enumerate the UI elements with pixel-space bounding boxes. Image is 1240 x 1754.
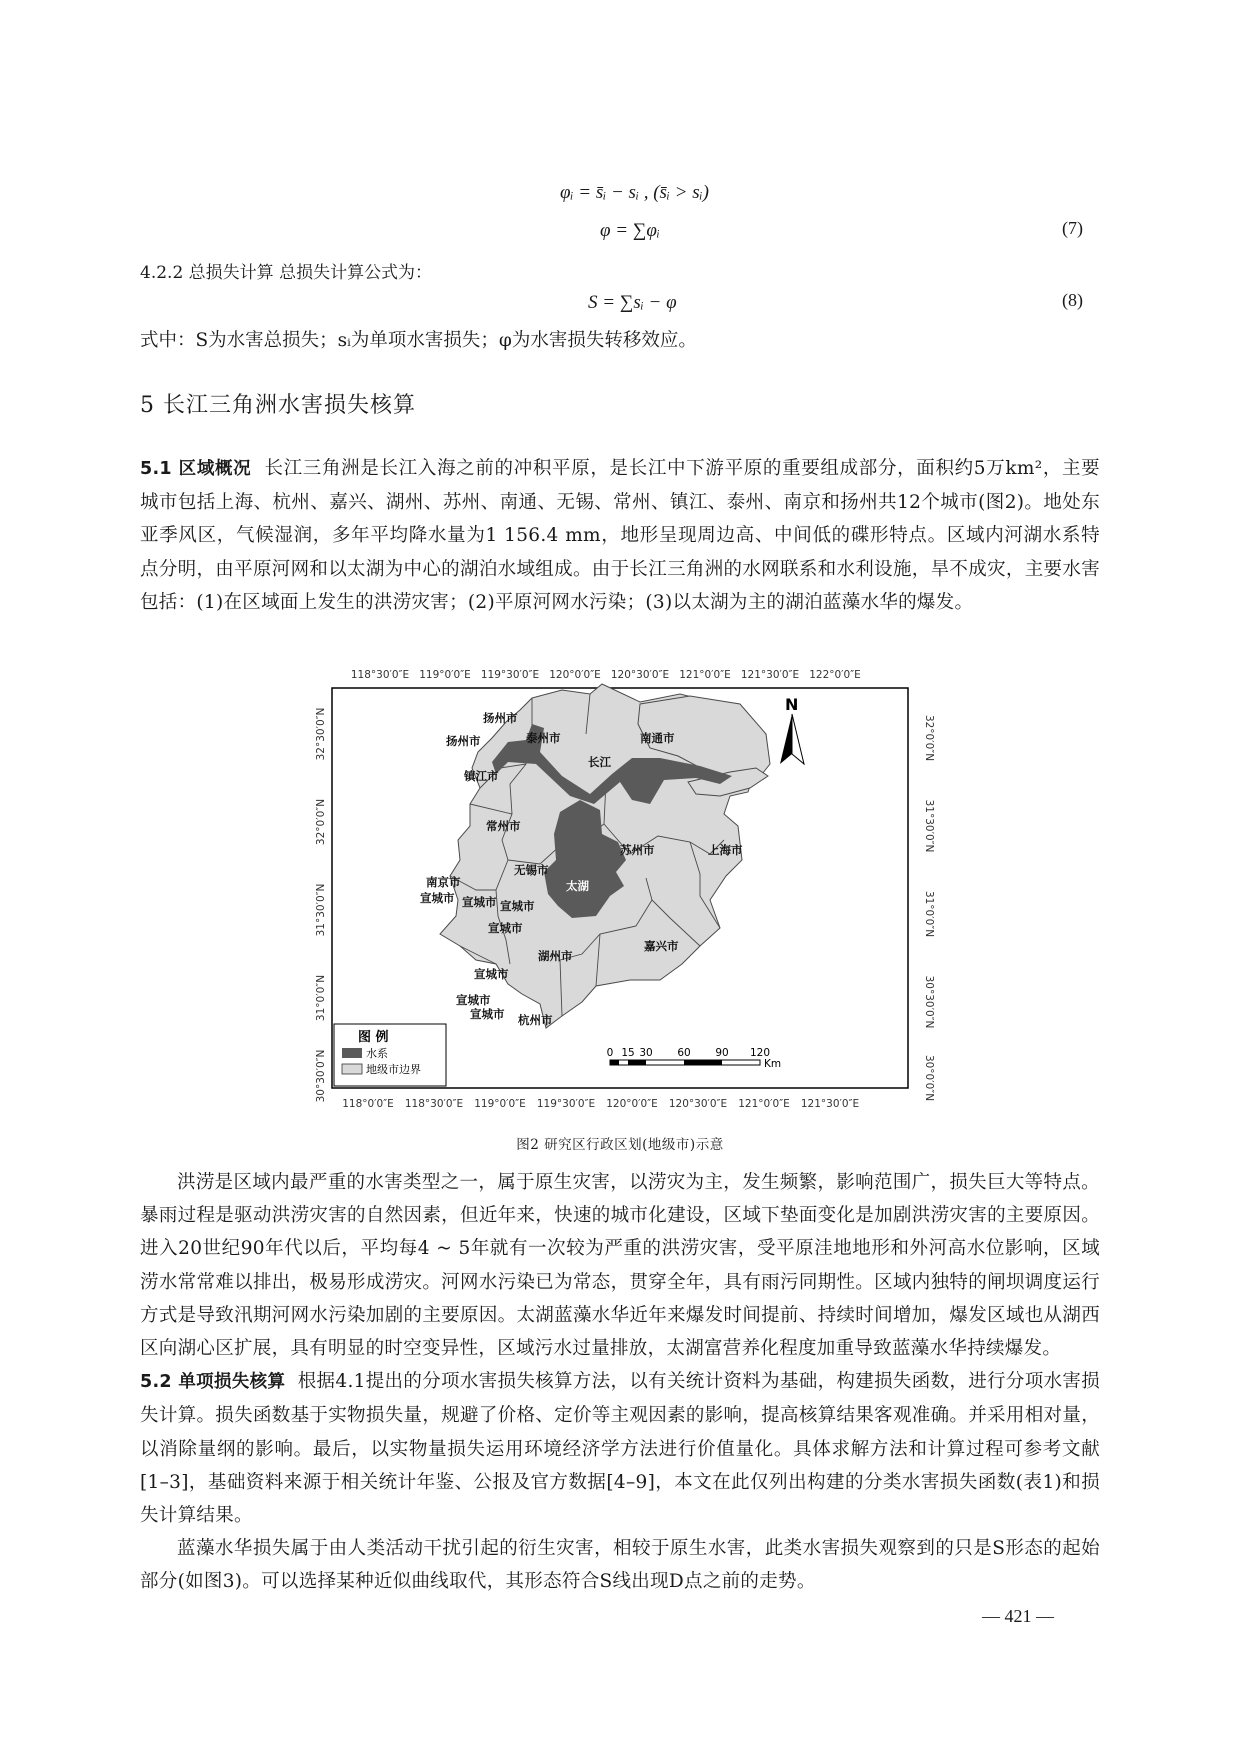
label-nantong: 南通市 (640, 731, 675, 745)
legend-water-label: 水系 (366, 1047, 388, 1060)
legend-boundary-swatch (342, 1064, 362, 1074)
svg-text:N: N (785, 695, 799, 714)
label-xuancheng-1: 宣城市 (420, 891, 455, 905)
equation-total-loss: S = ∑sᵢ − φ (588, 292, 677, 313)
label-changjiang: 长江 (588, 755, 611, 769)
tick-label: 32°30′0″N (315, 707, 327, 761)
page-number: — 421 — (982, 1606, 1054, 1626)
tick-label: 121°0′0″E (738, 1098, 790, 1110)
tick-label: 118°0′0″E (342, 1098, 394, 1110)
label-shanghai: 上海市 (708, 843, 743, 857)
label-taihu: 太湖 (566, 879, 589, 893)
tick-label: 121°0′0″E (679, 669, 731, 681)
label-xuancheng-2: 宣城市 (462, 895, 497, 909)
legend-title: 图 例 (358, 1030, 389, 1045)
tick-label: 120°0′0″E (549, 669, 601, 681)
tick-label: 120°30′0″E (668, 1098, 728, 1110)
study-area-map (300, 664, 940, 1112)
equation-number-8: (8) (1062, 290, 1083, 310)
figure-caption: 图2 研究区行政区划(地级市)示意 (516, 1137, 724, 1153)
tick-label: 31°0′0″N (923, 890, 935, 938)
label-xuancheng-3: 宣城市 (500, 899, 535, 913)
tick-label: 31°30′0″N (923, 799, 935, 853)
map-left-ticks (315, 708, 327, 1103)
scale-label: 15 (621, 1047, 635, 1059)
section-5-2-text: 根据4.1提出的分项水害损失核算方法，以有关统计资料为基础，构建损失函数，进行分项水害损失计算。损失函数基于实物损失量，规避了价格、定价等主观因素的影响，提高核算结果客观准确。并采用相对量，以消除量纲的影响。最后，以实物量损失运用环境经济学方法进行价值量化。具体求解方法和计算过程可参考文献[1–3]，基础资料来源于相关统计年鉴、公报及官方数据[4–9]，本文在此仅列出构建的分类水害损失函数(表1)和损失计算结果。 (140, 1371, 1100, 1527)
equation-phi-i: φᵢ = s̄ᵢ − sᵢ , (s̄ᵢ > sᵢ) (560, 182, 709, 203)
equation-number-7: (7) (1062, 218, 1083, 238)
map-legend (334, 1024, 446, 1086)
label-huzhou: 湖州市 (538, 949, 573, 963)
label-suzhou: 苏州市 (620, 843, 655, 857)
section-5-2-label: 5.2 单项损失核算 (140, 1372, 286, 1393)
tick-label: 30°30′0″N (315, 1049, 327, 1103)
tick-label: 119°30′0″E (536, 1098, 596, 1110)
scale-label: 0 (606, 1047, 614, 1059)
tick-label: 30°30′0″N (923, 975, 935, 1029)
tick-label: 120°30′0″E (610, 669, 670, 681)
label-wuxi: 无锡市 (514, 863, 549, 877)
legend-water-swatch (342, 1048, 362, 1058)
section-5-1 (140, 452, 1100, 619)
label-hangzhou: 杭州市 (518, 1013, 553, 1027)
tick-label: 121°30′0″E (740, 669, 800, 681)
label-zhenjiang: 镇江市 (464, 769, 499, 783)
scale-label: 60 (677, 1047, 691, 1059)
tick-label: 118°30′0″E (350, 669, 410, 681)
scale-unit: Km (764, 1058, 782, 1070)
section-5-1-continued (140, 1166, 1100, 1599)
label-changzhou: 常州市 (486, 819, 521, 833)
paragraph-algae: 蓝藻水华损失属于由人类活动干扰引起的衍生灾害，相较于原生水害，此类水害损失观察到的只是S形态的起始部分(如图3)。可以选择某种近似曲线取代，其形态符合S线出现D点之前的走势。 (140, 1538, 1100, 1593)
section-5-1-label: 5.1 区域概况 (140, 459, 252, 479)
label-nanjing: 南京市 (426, 875, 461, 889)
label-xuancheng-7: 宣城市 (470, 1007, 505, 1021)
tick-label: 32°0′0″N (923, 714, 935, 762)
subsection-heading-4-2-2: 4.2.2 总损失计算 总损失计算公式为： (140, 263, 433, 283)
map-bottom-ticks (342, 1098, 859, 1110)
tick-label: 119°0′0″E (419, 669, 471, 681)
label-xuancheng-5: 宣城市 (474, 967, 509, 981)
label-jiaxing: 嘉兴市 (644, 939, 679, 953)
tick-label: 119°30′0″E (480, 669, 540, 681)
label-taizhou: 泰州市 (526, 731, 561, 745)
tick-label: 31°30′0″N (315, 883, 327, 937)
tick-label: 30°0′0″N (923, 1054, 935, 1102)
tick-label: 119°0′0″E (474, 1098, 526, 1110)
label-yangzhou-2: 扬州市 (446, 734, 481, 748)
tick-label: 122°0′0″E (809, 669, 861, 681)
map-top-ticks (351, 669, 861, 681)
legend-boundary-label: 地级市边界 (366, 1063, 421, 1076)
scale-label: 90 (715, 1047, 729, 1059)
tick-label: 31°0′0″N (315, 974, 327, 1022)
paragraph-flood: 洪涝是区域内最严重的水害类型之一，属于原生灾害，以涝灾为主，发生频繁，影响范围广，损失巨大等特点。暴雨过程是驱动洪涝灾害的自然因素，但近年来，快速的城市化建设，区域下垫面变化是加剧洪涝灾害的主要原因。进入20世纪90年代以后，平均每4 ~ 5年就有一次较为严重的洪涝灾害，受平原洼地地形和外河高水位影响，区域涝水常常难以排出，极易形成涝灾。河网水污染已为常态，贯穿全年，具有雨污同期性。区域内独特的闸坝调度运行方式是导致汛期河网水污染加剧的主要原因。太湖蓝藻水华近年来爆发时间提前、持续时间增加，爆发区域也从湖西区向湖心区扩展，具有明显的时空变异性，区域污水过量排放，太湖富营养化程度加重导致蓝藻水华持续爆发。 (140, 1172, 1100, 1360)
tick-label: 118°30′0″E (404, 1098, 464, 1110)
label-xuancheng-4: 宣城市 (488, 921, 523, 935)
label-xuancheng-6: 宣城市 (456, 993, 491, 1007)
label-yangzhou-1: 扬州市 (483, 711, 518, 725)
section-title: 5 长江三角洲水害损失核算 (140, 393, 416, 418)
tick-label: 120°0′0″E (606, 1098, 658, 1110)
scale-label: 120 (749, 1047, 771, 1059)
scale-label: 30 (639, 1047, 653, 1059)
section-5-1-text: 长江三角洲是长江入海之前的冲积平原，是长江中下游平原的重要组成部分，面积约5万km²，主要城市包括上海、杭州、嘉兴、湖州、苏州、南通、无锡、常州、镇江、泰州、南京和扬州共12个城市(图2)。地处东亚季风区，气候湿润，多年平均降水量为1 156.4 mm，地形呈现周边高、中间低的碟形特点。区域内河湖水系特点分明，由平原河网和以太湖为中心的湖泊水域组成。由于长江三角洲的水网联系和水利设施，旱不成灾，主要水害包括：(1)在区域面上发生的洪涝灾害；(2)平原河网水污染；(3)以太湖为主的湖泊蓝藻水华的爆发。 (140, 458, 1100, 613)
equation-explanation: 式中：S为水害总损失；sᵢ为单项水害损失；φ为水害损失转移效应。 (140, 330, 697, 351)
equation-phi-sum: φ = ∑φᵢ (600, 220, 660, 241)
tick-label: 32°0′0″N (315, 798, 327, 846)
tick-label: 121°30′0″E (800, 1098, 860, 1110)
map-right-ticks (923, 715, 935, 1101)
